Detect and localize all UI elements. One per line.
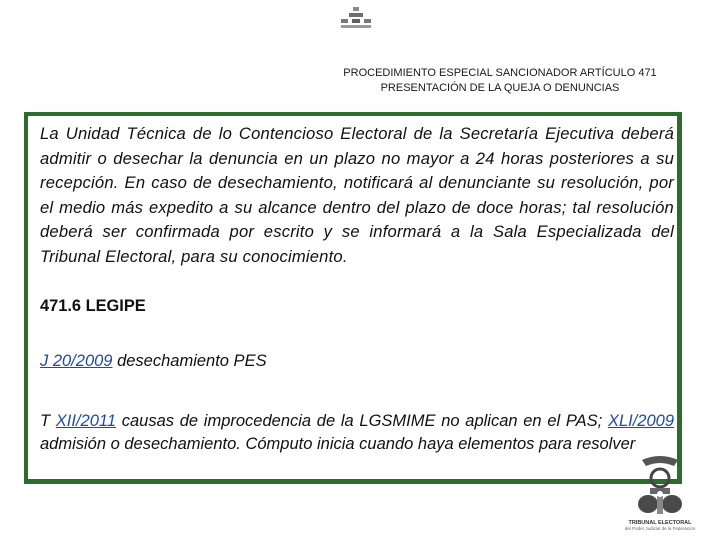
header-subtitle: PRESENTACIÓN DE LA QUEJA O DENUNCIAS [380,82,620,94]
thesis-prefix: T [40,412,56,430]
header-title: PROCEDIMIENTO ESPECIAL SANCIONADOR ARTÍCULO 471 [343,67,657,79]
seal-caption [618,520,702,532]
main-paragraph: La Unidad Técnica de lo Contencioso Electoral de la Secretaría Ejecutiva deberá admitir o desechar la denuncia en un plazo no mayor a 24 horas posteriores a su recepción. En caso de desechamiento, notificará al denunciante su resolución, por el medio más expedito a su alcance dentro del plazo de doce horas; tal resolución deberá ser confirmada por escrito y se informará a la Sala Especializada del Tribunal Electoral, para su conocimiento. [40,124,674,266]
thesis-text-1: causas de improcedencia de la LGSMIME no aplican en el PAS; [116,412,608,430]
jurisprudence-text: desechamiento PES [112,352,267,370]
slide-header [270,66,720,96]
seal-subtitle: del Poder Judicial de la Federación [624,526,696,531]
legal-reference: 471.6 LEGIPE [40,297,146,315]
seal-title: TRIBUNAL ELECTORAL [628,520,692,526]
thesis-link-2[interactable]: XLI/2009 [607,412,675,430]
tribunal-seal-icon [630,452,690,520]
jurisprudence-link[interactable]: J 20/2009 [40,352,113,370]
institution-logo-icon [338,6,374,32]
thesis-link-1[interactable]: XII/2011 [55,412,117,430]
jurisprudence-line [40,352,267,371]
thesis-text-2: admisión o desechamiento. Cómputo inicia cuando haya elementos para resolver [40,435,636,453]
thesis-paragraph [40,410,674,456]
